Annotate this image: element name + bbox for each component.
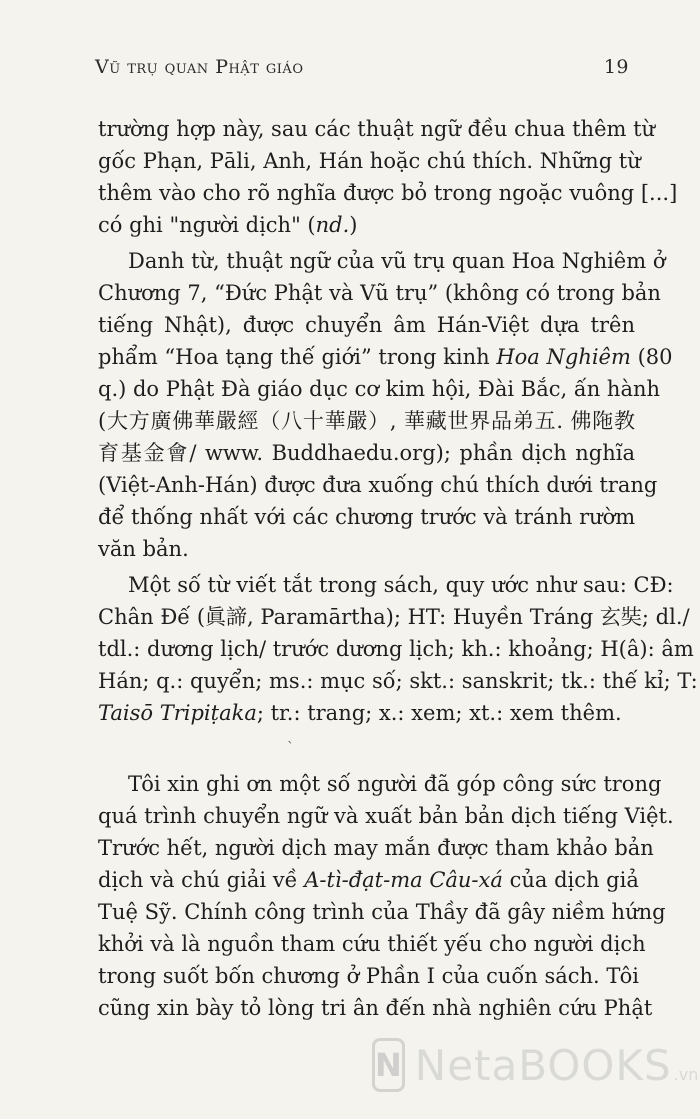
italic-run: A-tì-đạt-ma Câu-xá: [304, 868, 503, 892]
running-title: Vũ trụ quan Phật giáo: [95, 56, 304, 78]
text-line: để thống nhất với các chương trước và tránh rườm: [98, 505, 636, 529]
text-line: (大方廣佛華嚴經（八十華嚴）, 華藏世界品弟五. 佛陁教: [98, 409, 635, 433]
text-run: dịch và chú giải về: [98, 868, 305, 892]
text-run: có ghi "người dịch" (: [98, 213, 316, 237]
separator-mark: ˋ: [287, 740, 294, 756]
text-line: Danh từ, thuật ngữ của vũ trụ quan Hoa Nghiêm ở: [128, 249, 666, 273]
text-line: [98, 341, 673, 373]
text-line: cũng xin bày tỏ lòng tri ân đến nhà nghiên cứu Phật: [98, 996, 653, 1020]
text-line: (Việt-Anh-Hán) được đưa xuống chú thích dưới trang: [98, 473, 658, 497]
text-line: Tuệ Sỹ. Chính công trình của Thầy đã gây niềm hứng: [98, 900, 666, 924]
italic-run: Taisō Tripiṭaka: [98, 701, 257, 725]
watermark-brand: NetaBOOKS: [414, 1040, 672, 1090]
text-line: trường hợp này, sau các thuật ngữ đều chua thêm từ: [98, 117, 656, 141]
text-line: Chân Đế (眞諦, Paramārtha); HT: Huyền Tráng 玄奘; dl./: [98, 605, 690, 629]
text-line: Một số từ viết tắt trong sách, quy ước như sau: CĐ:: [128, 573, 674, 597]
text-line: trong suốt bốn chương ở Phần I của cuốn sách. Tôi: [98, 964, 639, 988]
text-line: tiếng Nhật), được chuyển âm Hán-Việt dựa trên: [98, 313, 635, 337]
text-line: khởi và là nguồn tham cứu thiết yếu cho người dịch: [98, 932, 646, 956]
running-header: [95, 56, 635, 86]
text-line: thêm vào cho rõ nghĩa được bỏ trong ngoặc vuông [...]: [98, 181, 678, 205]
text-line: q.) do Phật Đà giáo dục cơ kim hội, Đài Bắc, ấn hành: [98, 377, 661, 401]
text-run: của dịch giả: [502, 868, 639, 892]
text-line: văn bản.: [98, 537, 189, 561]
text-line: tdl.: dương lịch/ trước dương lịch; kh.: khoảng; H(â): âm: [98, 637, 694, 661]
text-line: quá trình chuyển ngữ và xuất bản bản dịch tiếng Việt.: [98, 804, 674, 828]
text-run: (80: [630, 345, 673, 369]
watermark-suffix: .vn: [673, 1064, 699, 1084]
page-number: 19: [603, 56, 629, 78]
text-line: [98, 697, 635, 729]
text-run: phẩm “Hoa tạng thế giới” trong kinh: [98, 345, 497, 369]
italic-run: nd.: [315, 213, 350, 237]
text-line: Trước hết, người dịch may mắn được tham khảo bản: [98, 836, 654, 860]
watermark-logo: [372, 1035, 699, 1095]
text-line: 育基金會/ www. Buddhaedu.org); phần dịch nghĩa: [98, 441, 635, 465]
netabooks-logo-icon: N: [372, 1038, 405, 1092]
text-line: Chương 7, “Đức Phật và Vũ trụ” (không có trong bản: [98, 281, 661, 305]
text-run: ; tr.: trang; x.: xem; xt.: xem thêm.: [256, 701, 622, 725]
italic-run: Hoa Nghiêm: [496, 345, 631, 369]
text-line: gốc Phạn, Pāli, Anh, Hán hoặc chú thích. Những từ: [98, 149, 641, 173]
text-line: [98, 209, 635, 241]
text-line: Tôi xin ghi ơn một số người đã góp công sức trong: [128, 772, 662, 796]
text-line: Hán; q.: quyển; ms.: mục số; skt.: sanskrit; tk.: thế kỉ; T:: [98, 669, 698, 693]
text-line: [98, 864, 639, 896]
text-run: ): [349, 213, 358, 237]
